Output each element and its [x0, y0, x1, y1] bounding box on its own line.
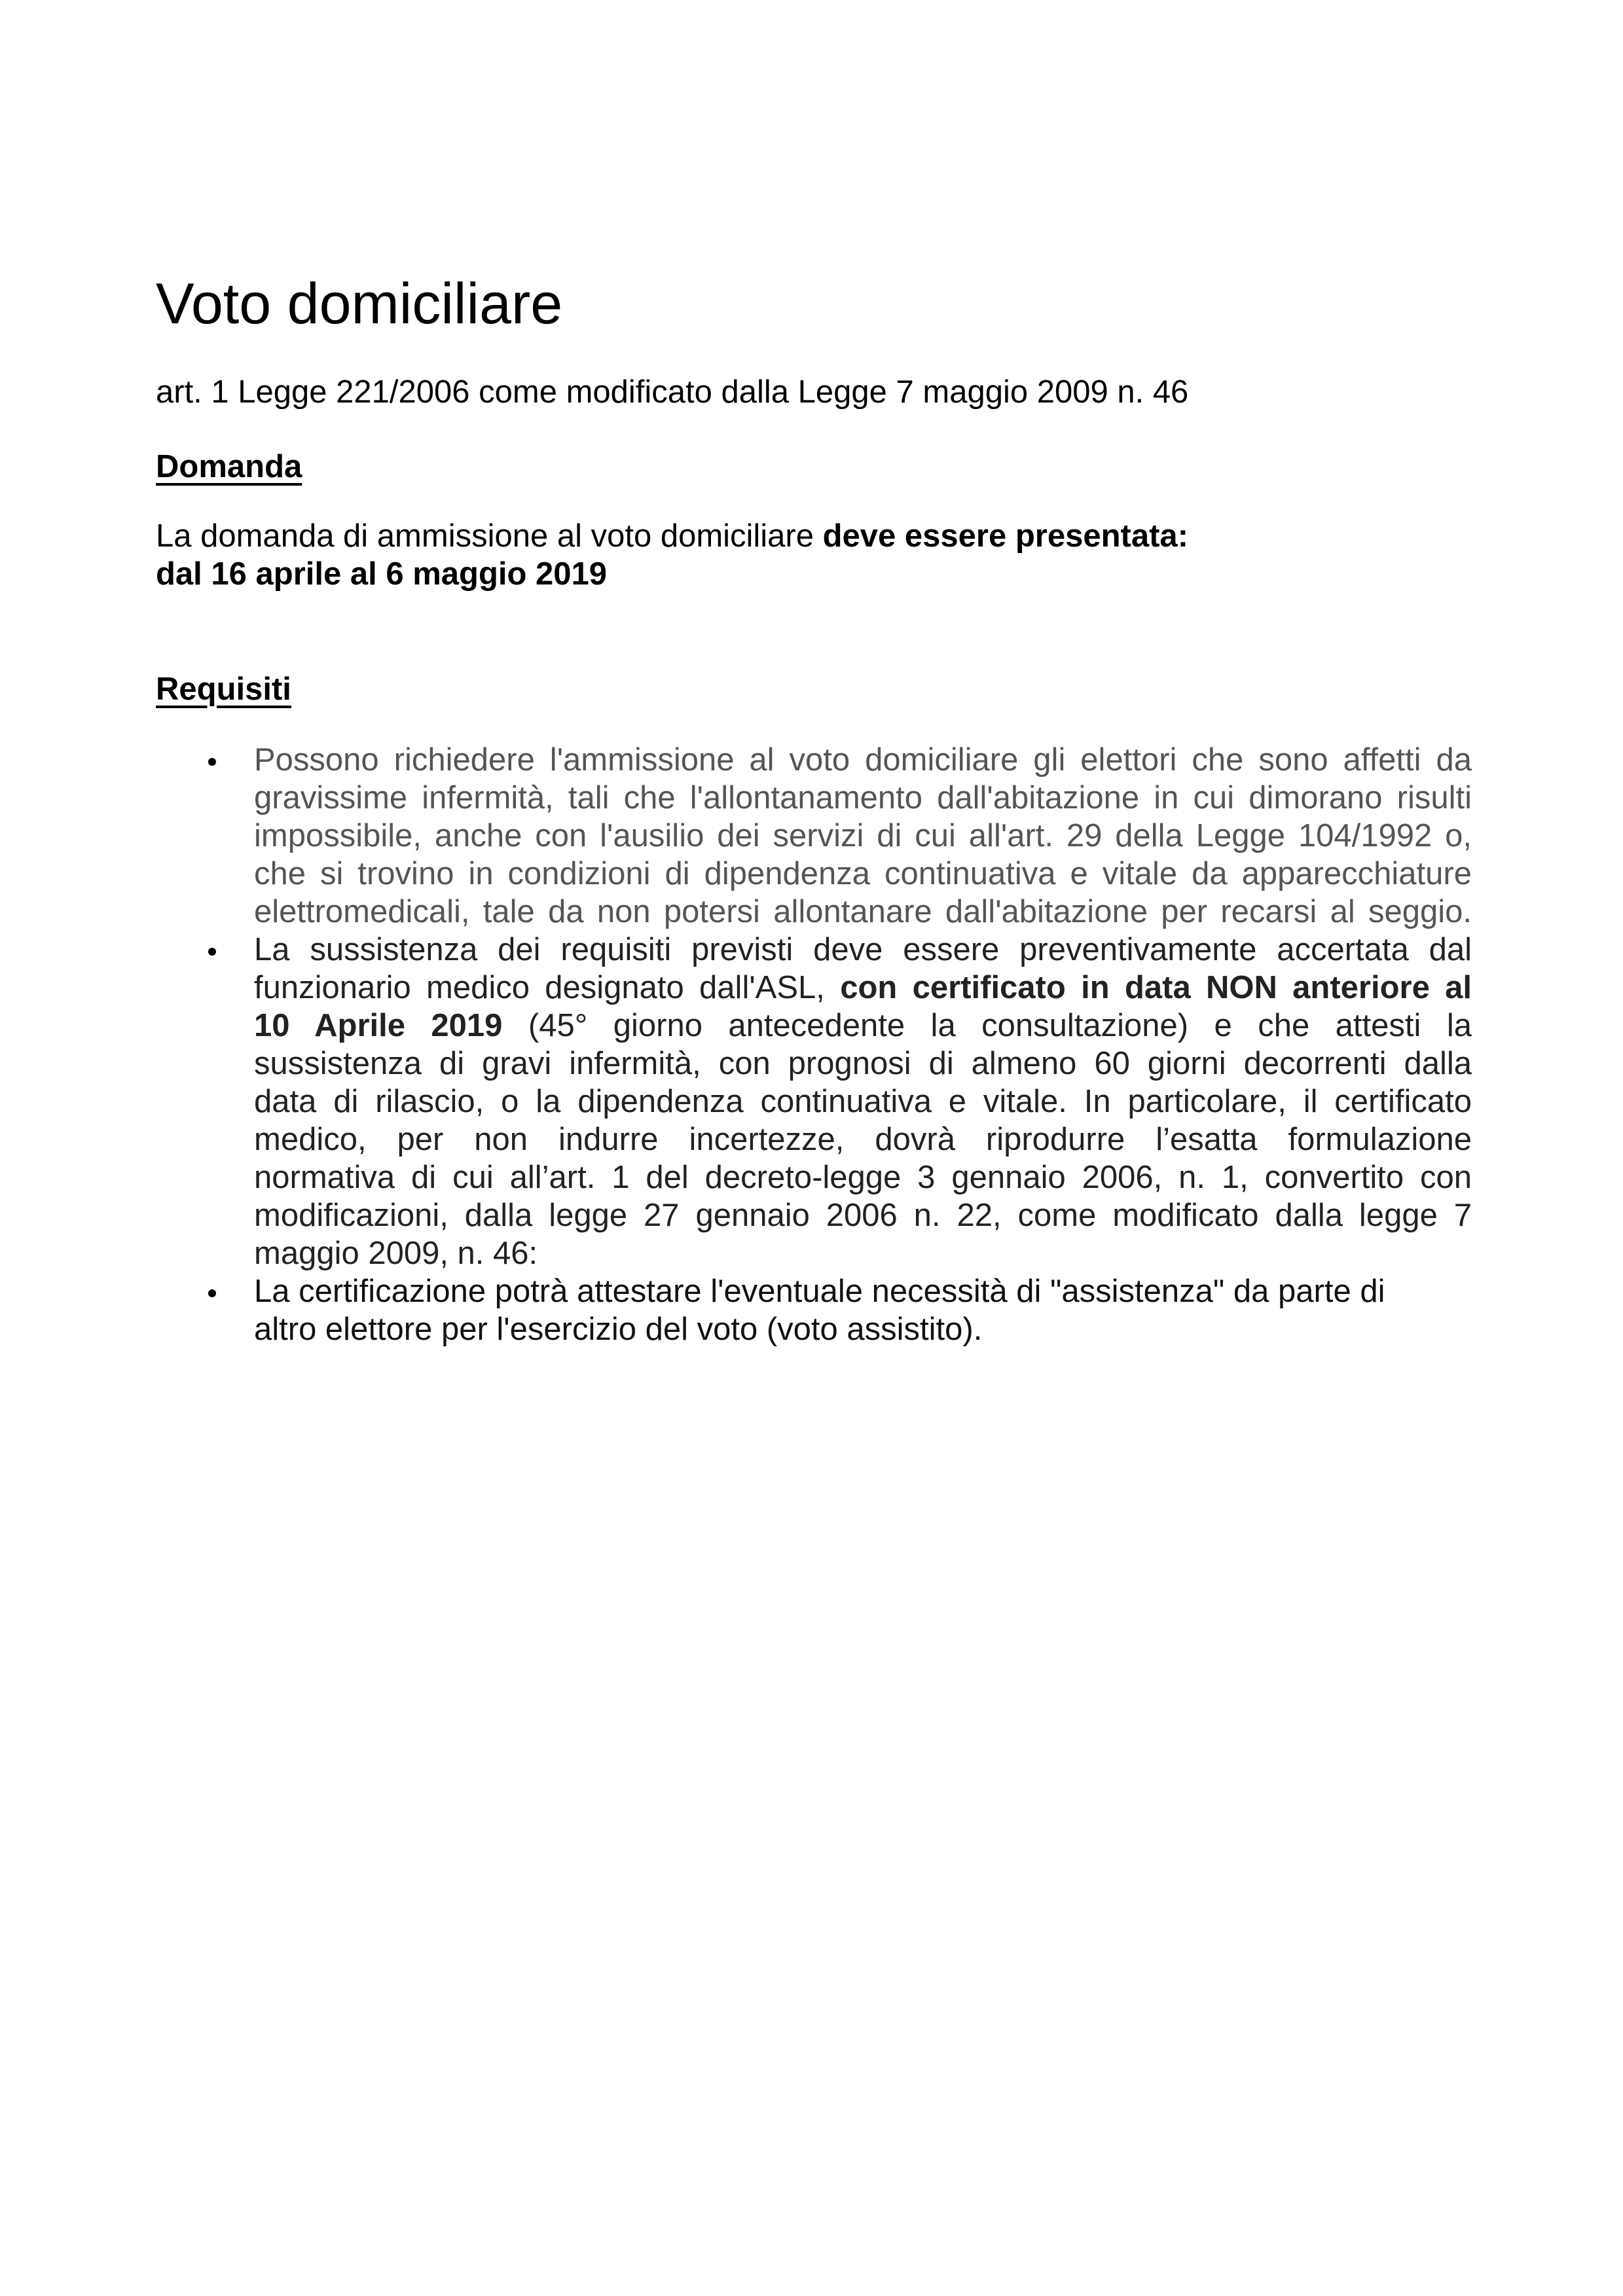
- domanda-text-bold: deve essere presentata:: [822, 518, 1189, 554]
- text-line: medico, per non indurre incertezze, dovrà riprodurre l’esatta formulazione: [254, 1122, 1472, 1157]
- section-heading-requisiti: Requisiti: [156, 672, 291, 707]
- text-segment: (45° giorno antecedente la consultazione) e che attesti la: [502, 1008, 1472, 1043]
- domanda-paragraph: [156, 517, 1188, 593]
- bullet-icon: [208, 758, 216, 766]
- list-item-text: [254, 741, 1472, 931]
- text-line: La sussistenza dei requisiti previsti deve essere preventivamente accertata dal: [254, 932, 1472, 967]
- list-item: [254, 1272, 1472, 1348]
- domanda-dates: dal 16 aprile al 6 maggio 2019: [156, 556, 608, 592]
- text-line: sussistenza di gravi infermità, con prognosi di almeno 60 giorni decorrenti dalla: [254, 1046, 1472, 1081]
- text-line: normativa di cui all’art. 1 del decreto-legge 3 gennaio 2006, n. 1, convertito con: [254, 1160, 1472, 1195]
- domanda-text-prefix: La domanda di ammissione al voto domiciliare: [156, 518, 823, 554]
- list-item: [254, 741, 1472, 931]
- text-line: data di rilascio, o la dipendenza continuativa e vitale. In particolare, il certificato: [254, 1084, 1472, 1119]
- requisiti-list: [254, 741, 1472, 1348]
- certificate-date: 10 Aprile 2019: [254, 1008, 503, 1043]
- list-item: [254, 931, 1472, 1272]
- text-line: modificazioni, dalla legge 27 gennaio 2006 n. 22, come modificato dalla legge 7: [254, 1198, 1472, 1233]
- certificate-date-requirement: con certificato in data NON anteriore al: [840, 970, 1472, 1005]
- text-line: gravissime infermità, tali che l'allontanamento dall'abitazione in cui dimorano risulti: [254, 780, 1472, 816]
- text-line: La certificazione potrà attestare l'eventuale necessità di "assistenza" da parte di: [254, 1274, 1385, 1309]
- section-heading-domanda: Domanda: [156, 449, 302, 484]
- legal-reference: art. 1 Legge 221/2006 come modificato dalla Legge 7 maggio 2009 n. 46: [156, 374, 1189, 410]
- text-line: impossibile, anche con l'ausilio dei servizi di cui all'art. 29 della Legge 104/1992 o,: [254, 818, 1472, 853]
- text-line: altro elettore per l'esercizio del voto (voto assistito).: [254, 1312, 983, 1347]
- list-item-text: [254, 931, 1472, 1272]
- page-title: Voto domiciliare: [156, 271, 563, 336]
- list-item-text: [254, 1272, 1472, 1348]
- bullet-icon: [208, 948, 216, 956]
- text-line: Possono richiedere l'ammissione al voto domiciliare gli elettori che sono affetti da: [254, 742, 1472, 778]
- text-segment: funzionario medico designato dall'ASL,: [254, 970, 841, 1005]
- text-line: [254, 969, 1472, 1007]
- text-line: che si trovino in condizioni di dipendenza continuativa e vitale da apparecchiature: [254, 856, 1472, 891]
- text-line: [254, 1007, 1472, 1045]
- text-line: maggio 2009, n. 46:: [254, 1236, 538, 1271]
- text-line: elettromedicali, tale da non potersi allontanare dall'abitazione per recarsi al seggio.: [254, 894, 1472, 929]
- bullet-icon: [208, 1289, 216, 1297]
